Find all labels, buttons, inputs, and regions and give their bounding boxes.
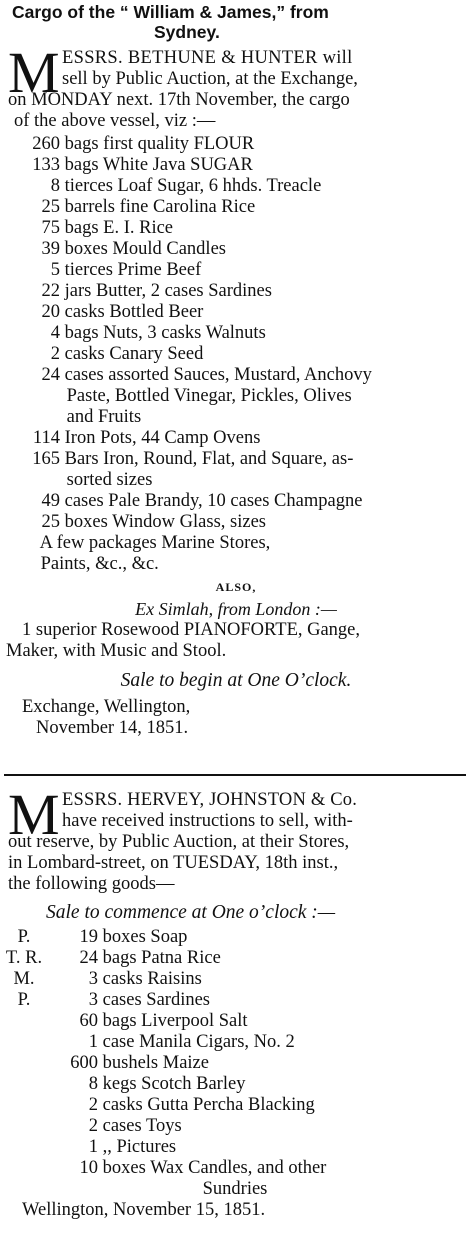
cargo-item xyxy=(0,365,472,386)
goods-item xyxy=(0,1095,472,1116)
goods-item xyxy=(0,1074,472,1095)
item-quantity: 8 xyxy=(88,1074,98,1094)
goods-item xyxy=(0,948,472,969)
cargo-item xyxy=(0,407,472,428)
item-description: casks Gutta Percha Blacking xyxy=(102,1095,315,1115)
item-description: jars Butter, 2 cases Sardines xyxy=(64,281,272,301)
column-divider xyxy=(4,774,466,776)
goods-item xyxy=(0,1158,472,1179)
item-quantity: 49 xyxy=(41,491,60,511)
item-quantity: 1 xyxy=(88,1137,98,1157)
pianoforte-line: Maker, with Music and Stool. xyxy=(6,641,227,661)
item-quantity: 20 xyxy=(41,302,60,322)
goods-item xyxy=(0,927,472,948)
item-description: A few packages Marine Stores, xyxy=(39,533,271,553)
item-description: case Manila Cigars, No. 2 xyxy=(102,1032,295,1052)
pianoforte-line: 1 superior Rosewood PIANOFORTE, Gange, xyxy=(22,620,361,640)
date-line: Wellington, November 15, 1851. xyxy=(22,1200,266,1220)
item-mark: M. xyxy=(13,969,35,989)
item-quantity: 60 xyxy=(79,1011,98,1031)
cargo-item xyxy=(0,428,472,449)
intro-line: in Lombard-street, on TUESDAY, 18th inst., xyxy=(8,853,339,873)
intro-line: ESSRS. HERVEY, JOHNSTON & Co. xyxy=(62,790,358,810)
ad-title-line1: Cargo of the “ William & James,” from xyxy=(12,2,329,22)
item-description: Iron Pots, 44 Camp Ovens xyxy=(64,428,261,448)
drop-cap: M xyxy=(8,782,60,847)
item-quantity: 4 xyxy=(50,323,60,343)
item-mark: T. R. xyxy=(5,948,43,968)
goods-item xyxy=(0,1032,472,1053)
place-line: Exchange, Wellington, xyxy=(22,697,191,717)
item-description: cases Toys xyxy=(102,1116,182,1136)
goods-item xyxy=(0,969,472,990)
ad-title-line2: Sydney. xyxy=(154,22,220,42)
item-description: bushels Maize xyxy=(102,1053,209,1073)
cargo-item xyxy=(0,239,472,260)
item-description: boxes Mould Candles xyxy=(64,239,226,259)
auction-ad-cargo xyxy=(0,2,472,739)
cargo-item xyxy=(0,323,472,344)
intro-line: ESSRS. BETHUNE & HUNTER will xyxy=(62,48,353,68)
item-quantity: 10 xyxy=(79,1158,98,1178)
goods-item-list xyxy=(0,927,472,1200)
item-quantity: 165 xyxy=(32,449,60,469)
goods-item xyxy=(0,1053,472,1074)
item-quantity: 1 xyxy=(88,1032,98,1052)
goods-item xyxy=(0,990,472,1011)
item-quantity: 24 xyxy=(41,365,60,385)
item-description: cases Pale Brandy, 10 cases Champagne xyxy=(64,491,363,511)
item-quantity: 114 xyxy=(32,428,60,448)
sale-time-line: Sale to begin at One O’clock. xyxy=(120,670,352,691)
item-description: bags Nuts, 3 casks Walnuts xyxy=(64,323,266,343)
item-description: Sundries xyxy=(202,1179,268,1199)
item-quantity: 260 xyxy=(32,134,60,154)
item-quantity: 25 xyxy=(41,512,60,532)
item-quantity: 75 xyxy=(41,218,60,238)
cargo-item xyxy=(0,533,472,554)
item-quantity: 8 xyxy=(50,176,60,196)
goods-item xyxy=(0,1137,472,1158)
item-description: Paste, Bottled Vinegar, Pickles, Olives xyxy=(66,386,352,406)
cargo-item xyxy=(0,302,472,323)
cargo-item xyxy=(0,386,472,407)
intro-line: on MONDAY next. 17th November, the cargo xyxy=(8,90,350,110)
cargo-item xyxy=(0,554,472,575)
cargo-item xyxy=(0,197,472,218)
intro-line: have received instructions to sell, with- xyxy=(62,811,353,831)
item-description: boxes Window Glass, sizes xyxy=(64,512,266,532)
item-quantity: 133 xyxy=(32,155,60,175)
date-line: November 14, 1851. xyxy=(36,718,189,738)
item-description: bags Patna Rice xyxy=(102,948,221,968)
ad-title xyxy=(0,2,472,42)
item-description: casks Raisins xyxy=(102,969,202,989)
item-description: cases assorted Sauces, Mustard, Anchovy xyxy=(64,365,372,385)
item-description: bags White Java SUGAR xyxy=(64,155,253,175)
item-description: ,, Pictures xyxy=(102,1137,177,1157)
intro-line: sell by Public Auction, at the Exchange, xyxy=(62,69,358,89)
item-description: tierces Prime Beef xyxy=(64,260,202,280)
ex-simlah-line: Ex Simlah, from London :— xyxy=(135,599,337,619)
also-heading: ALSO, xyxy=(215,580,257,594)
intro-line: the following goods— xyxy=(8,874,175,894)
cargo-item xyxy=(0,491,472,512)
item-quantity: 2 xyxy=(50,344,60,364)
item-quantity: 600 xyxy=(70,1053,98,1073)
cargo-item xyxy=(0,281,472,302)
ad-intro xyxy=(0,782,472,895)
cargo-item xyxy=(0,470,472,491)
item-description: bags first quality FLOUR xyxy=(64,134,255,154)
item-quantity: 3 xyxy=(88,969,98,989)
cargo-item xyxy=(0,218,472,239)
sale-time-line: Sale to commence at One o’clock :— xyxy=(46,902,336,923)
item-description: casks Canary Seed xyxy=(64,344,204,364)
item-quantity: 24 xyxy=(79,948,98,968)
goods-item xyxy=(0,1011,472,1032)
cargo-item xyxy=(0,260,472,281)
goods-item xyxy=(0,1116,472,1137)
item-description: casks Bottled Beer xyxy=(64,302,204,322)
item-description: bags E. I. Rice xyxy=(64,218,174,238)
item-description: boxes Soap xyxy=(102,927,188,947)
cargo-item xyxy=(0,344,472,365)
cargo-item xyxy=(0,155,472,176)
item-quantity: 22 xyxy=(41,281,60,301)
item-description: sorted sizes xyxy=(66,470,153,490)
goods-item xyxy=(0,1179,472,1200)
item-description: tierces Loaf Sugar, 6 hhds. Treacle xyxy=(64,176,322,196)
item-quantity: 2 xyxy=(88,1116,98,1136)
cargo-item xyxy=(0,449,472,470)
item-quantity: 25 xyxy=(41,197,60,217)
item-quantity: 39 xyxy=(41,239,60,259)
cargo-item xyxy=(0,512,472,533)
item-quantity: 19 xyxy=(79,927,98,947)
item-quantity: 2 xyxy=(88,1095,98,1115)
cargo-item xyxy=(0,134,472,155)
item-description: cases Sardines xyxy=(102,990,210,1010)
item-quantity: 3 xyxy=(88,990,98,1010)
cargo-item xyxy=(0,176,472,197)
item-description: barrels fine Carolina Rice xyxy=(64,197,256,217)
item-description: Paints, &c., &c. xyxy=(40,554,159,574)
drop-cap: M xyxy=(8,40,60,105)
item-description: boxes Wax Candles, and other xyxy=(102,1158,327,1178)
item-description: bags Liverpool Salt xyxy=(102,1011,248,1031)
item-description: kegs Scotch Barley xyxy=(102,1074,246,1094)
auction-ad-hervey xyxy=(0,782,472,1221)
intro-line: of the above vessel, viz :— xyxy=(14,111,216,131)
item-description: and Fruits xyxy=(66,407,142,427)
intro-line: out reserve, by Public Auction, at their Stores, xyxy=(8,832,350,852)
item-mark: P. xyxy=(17,990,31,1010)
item-mark: P. xyxy=(17,927,31,947)
item-description: Bars Iron, Round, Flat, and Square, as- xyxy=(64,449,354,469)
cargo-item-list xyxy=(0,134,472,575)
item-quantity: 5 xyxy=(50,260,60,280)
ad-intro xyxy=(0,40,472,132)
